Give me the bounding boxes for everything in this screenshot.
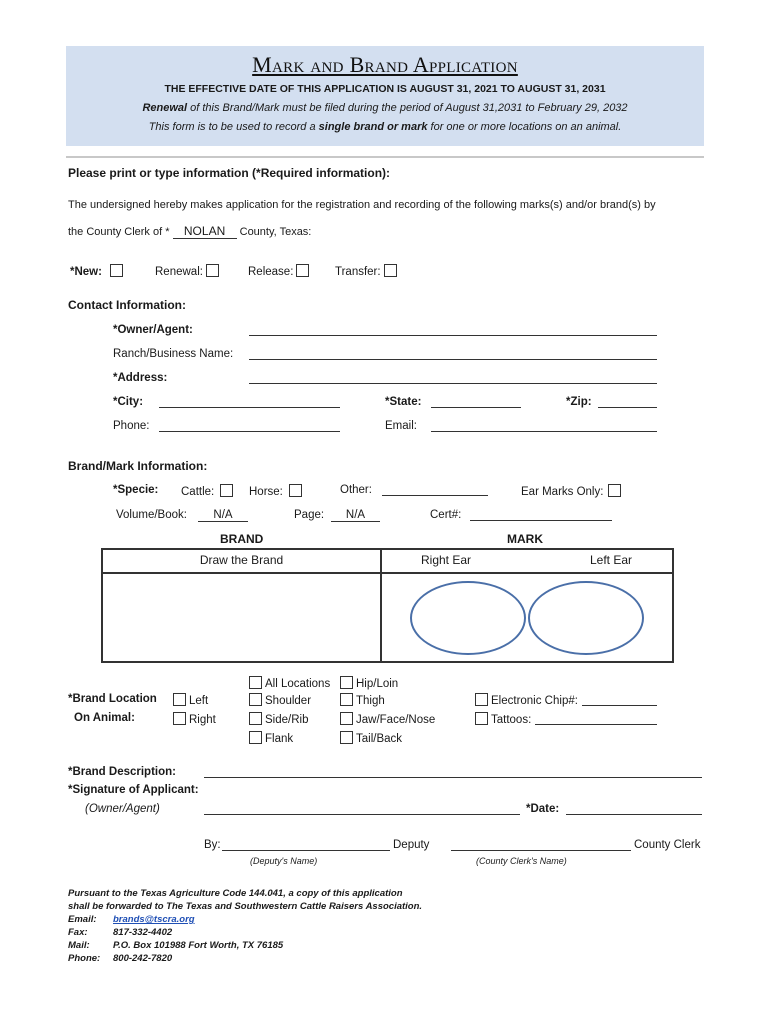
type-renewal <box>155 264 219 278</box>
email-label: Email: <box>385 420 417 432</box>
cattle-option <box>181 484 233 498</box>
ranch-label: Ranch/Business Name: <box>113 348 234 360</box>
footer-email <box>68 914 195 925</box>
other-field[interactable] <box>382 495 488 496</box>
transfer-label: Transfer: <box>335 266 381 278</box>
print-instructions: Please print or type information (*Required information): <box>68 166 391 180</box>
left-label: Left <box>189 695 209 707</box>
deputy-label: Deputy <box>393 839 430 851</box>
left-checkbox[interactable] <box>173 693 186 706</box>
ear-only-option <box>521 484 621 498</box>
cert-field[interactable] <box>470 520 612 521</box>
horse-option <box>249 484 302 498</box>
phone-field[interactable] <box>159 431 340 432</box>
right-label: Right <box>189 714 216 726</box>
chip-label: Electronic Chip#: <box>491 695 578 707</box>
location-label-2: On Animal: <box>74 712 135 724</box>
right-ear-label: Right Ear <box>421 553 472 567</box>
signature-field[interactable] <box>204 814 520 815</box>
jaw-checkbox[interactable] <box>340 712 353 725</box>
hiploin-checkbox[interactable] <box>340 676 353 689</box>
tail-checkbox[interactable] <box>340 731 353 744</box>
description-field[interactable] <box>204 777 702 778</box>
single-post: for one or more locations on an animal. <box>427 121 622 133</box>
shoulder-checkbox[interactable] <box>249 693 262 706</box>
email-field[interactable] <box>431 431 657 432</box>
release-checkbox[interactable] <box>296 264 309 277</box>
loc-siderib <box>249 712 308 726</box>
deputy-name-note: (Deputy's Name) <box>250 856 318 866</box>
date-field[interactable] <box>566 814 702 815</box>
horse-label: Horse: <box>249 486 283 498</box>
owner-agent-note: (Owner/Agent) <box>85 803 160 815</box>
fax-footer-label: Fax: <box>68 927 88 938</box>
transfer-checkbox[interactable] <box>384 264 397 277</box>
chip-checkbox[interactable] <box>475 693 488 706</box>
horse-checkbox[interactable] <box>289 484 302 497</box>
footer-phone <box>68 953 172 964</box>
city-field[interactable] <box>159 407 340 408</box>
loc-chip <box>475 693 578 707</box>
type-release <box>248 264 309 278</box>
form-title: Mark and Brand Application <box>252 52 518 77</box>
tail-label: Tail/Back <box>356 733 403 745</box>
loc-tattoos <box>475 712 531 726</box>
tattoos-field[interactable] <box>535 724 657 725</box>
renewal-label: Renewal: <box>155 266 203 278</box>
phone-label: Phone: <box>113 420 150 432</box>
clerk-name-note: (County Clerk's Name) <box>476 856 567 866</box>
ranch-field[interactable] <box>249 359 657 360</box>
phone-value: 800-242-7820 <box>113 953 173 964</box>
email-link[interactable]: brands@tscra.org <box>113 914 195 925</box>
header-banner <box>66 46 704 146</box>
hiploin-label: Hip/Loin <box>356 678 399 690</box>
zip-field[interactable] <box>598 407 657 408</box>
state-field[interactable] <box>431 407 521 408</box>
single-pre: This form is to be used to record a <box>148 121 319 133</box>
renewal-note <box>66 102 704 114</box>
type-new <box>70 264 123 278</box>
tattoos-label: Tattoos: <box>491 714 532 726</box>
renewal-text: of this Brand/Mark must be filed during the period of August 31,2031 to February 29, 2032 <box>187 102 628 114</box>
chip-field[interactable] <box>582 705 657 706</box>
left-ear-outline[interactable] <box>528 581 644 655</box>
left-ear-label: Left Ear <box>590 553 633 567</box>
shoulder-label: Shoulder <box>265 695 312 707</box>
flank-label: Flank <box>265 733 294 745</box>
page-field[interactable]: N/A <box>331 509 380 522</box>
loc-hiploin <box>340 676 398 690</box>
volume-field[interactable]: N/A <box>198 509 248 522</box>
signature-label: *Signature of Applicant: <box>68 784 199 796</box>
loc-right <box>173 712 216 726</box>
single-bold: single brand or mark <box>318 121 428 133</box>
cattle-checkbox[interactable] <box>220 484 233 497</box>
table-divider <box>380 550 382 661</box>
thigh-checkbox[interactable] <box>340 693 353 706</box>
jaw-label: Jaw/Face/Nose <box>356 714 436 726</box>
ear-only-label: Ear Marks Only: <box>521 486 604 498</box>
county-clerk-label: County Clerk <box>634 839 701 851</box>
all-label: All Locations <box>265 678 331 690</box>
loc-thigh <box>340 693 385 707</box>
brandinfo-heading: Brand/Mark Information: <box>68 459 208 473</box>
location-label-1: *Brand Location <box>68 693 157 705</box>
owner-label: *Owner/Agent: <box>113 324 193 336</box>
loc-flank <box>249 731 293 745</box>
specie-label: *Specie: <box>113 484 159 496</box>
footer-line-1: Pursuant to the Texas Agriculture Code 144.041, a copy of this application <box>68 888 403 899</box>
single-note <box>66 121 704 133</box>
type-transfer <box>335 264 397 278</box>
footer-mail <box>68 940 283 951</box>
loc-left <box>173 693 208 707</box>
fax-value: 817-332-4402 <box>113 927 173 938</box>
right-checkbox[interactable] <box>173 712 186 725</box>
date-label: *Date: <box>526 803 560 815</box>
right-ear-outline[interactable] <box>410 581 526 655</box>
undersigned-text: The undersigned hereby makes application for the registration and recording of the following marks(s) and/or brand(s) by <box>68 199 656 211</box>
flank-checkbox[interactable] <box>249 731 262 744</box>
other-label: Other: <box>340 484 372 496</box>
header-divider <box>66 156 704 158</box>
tattoos-checkbox[interactable] <box>475 712 488 725</box>
by-label: By: <box>204 839 221 851</box>
county-line <box>68 224 311 239</box>
effective-date: THE EFFECTIVE DATE OF THIS APPLICATION IS AUGUST 31, 2021 TO AUGUST 31, 2031 <box>164 83 606 95</box>
draw-brand-area[interactable] <box>105 574 378 661</box>
thigh-label: Thigh <box>356 695 385 707</box>
county-pre: the County Clerk of * <box>68 226 170 238</box>
all-checkbox[interactable] <box>249 676 262 689</box>
new-label: *New: <box>70 266 102 278</box>
siderib-label: Side/Rib <box>265 714 309 726</box>
address-label: *Address: <box>113 372 168 384</box>
owner-field[interactable] <box>249 335 657 336</box>
loc-tail <box>340 731 402 745</box>
loc-all <box>249 676 330 690</box>
brand-mark-table <box>101 548 674 663</box>
description-label: *Brand Description: <box>68 766 176 778</box>
page-label: Page: <box>294 509 325 521</box>
footer-line-2: shall be forwarded to The Texas and Southwestern Cattle Raisers Association. <box>68 901 423 912</box>
contact-heading: Contact Information: <box>68 298 186 312</box>
brand-heading: BRAND <box>220 532 264 546</box>
ear-only-checkbox[interactable] <box>608 484 621 497</box>
county-post: County, Texas: <box>239 226 312 238</box>
new-checkbox[interactable] <box>110 264 123 277</box>
city-label: *City: <box>113 396 144 408</box>
mark-heading: MARK <box>507 532 543 546</box>
renewal-bold: Renewal <box>142 102 188 114</box>
footer-fax <box>68 927 172 938</box>
address-field[interactable] <box>249 383 657 384</box>
siderib-checkbox[interactable] <box>249 712 262 725</box>
state-label: *State: <box>385 396 422 408</box>
cert-label: Cert#: <box>430 509 462 521</box>
clerk-field[interactable] <box>451 850 631 851</box>
county-input[interactable]: NOLAN <box>173 224 237 239</box>
mail-value: P.O. Box 101988 Fort Worth, TX 76185 <box>113 940 284 951</box>
email-footer-label: Email: <box>68 914 97 925</box>
deputy-field[interactable] <box>222 850 390 851</box>
renewal-checkbox[interactable] <box>206 264 219 277</box>
loc-shoulder <box>249 693 311 707</box>
cattle-label: Cattle: <box>181 486 215 498</box>
zip-label: *Zip: <box>566 396 592 408</box>
release-label: Release: <box>248 266 294 278</box>
loc-jaw <box>340 712 435 726</box>
phone-footer-label: Phone: <box>68 953 101 964</box>
mail-footer-label: Mail: <box>68 940 90 951</box>
draw-brand-label: Draw the Brand <box>199 553 284 567</box>
volume-label: Volume/Book: <box>116 509 187 521</box>
